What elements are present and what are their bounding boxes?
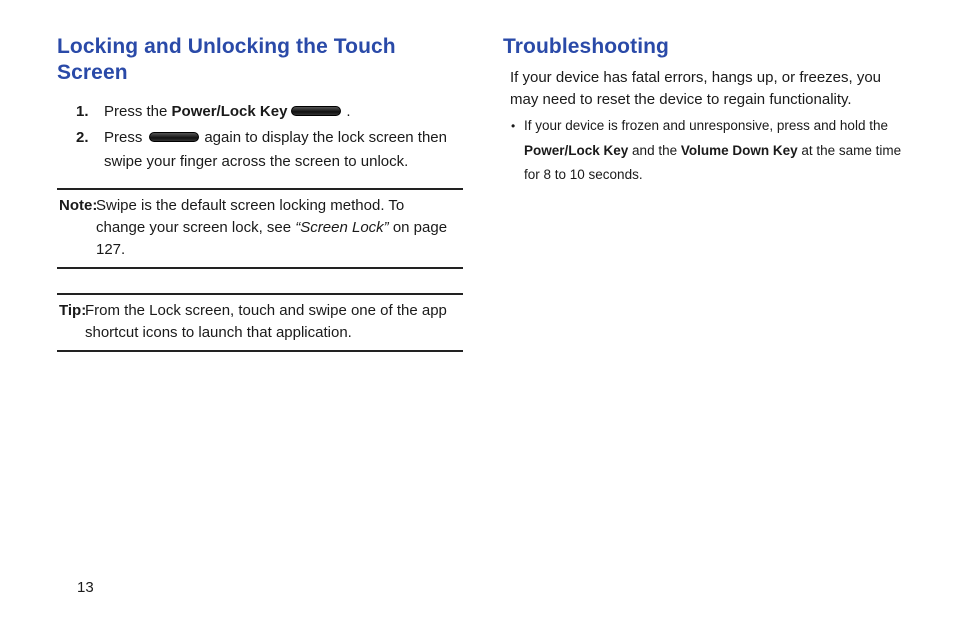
note-label: Note: [59,197,98,214]
note-box [57,188,463,269]
note-text: Swipe is the default screen locking method. To change your screen lock, see [96,197,405,236]
step-2 [57,126,463,174]
section-heading-locking: Locking and Unlocking the Touch Screen [57,35,396,84]
page-number: 13 [77,579,94,596]
bullet-text: If your device is frozen and unresponsive, press and hold the [524,118,888,133]
step-text: Press the [104,103,172,120]
step-text-end: . [346,103,351,120]
tip-box [57,293,463,352]
step-number: 2. [76,129,89,146]
tip-text: From the Lock screen, touch and swipe one of the app shortcut icons to launch that application. [85,302,447,341]
screen-lock-reference: “Screen Lock” [295,219,389,236]
step-number: 1. [76,103,89,120]
bullet-text-end: at the same time for 8 to 10 seconds. [524,142,902,182]
power-lock-key-label: Power/Lock Key [171,103,288,120]
power-lock-key-label: Power/Lock Key [524,142,629,158]
step-text: Press [104,129,143,146]
section-heading-troubleshooting: Troubleshooting [503,35,669,58]
list-item [503,114,913,188]
troubleshooting-intro: If your device has fatal errors, hangs up, or freezes, you may need to reset the device to regain functionality. [510,69,882,108]
tip-label: Tip: [59,302,87,319]
bullet-icon: • [511,119,516,133]
bullet-text-mid: and the [628,142,681,158]
volume-down-key-label: Volume Down Key [680,142,798,158]
left-column [57,34,463,352]
right-column [503,34,913,188]
note-page-ref: on page 127. [96,219,448,258]
step-1 [57,100,463,124]
steps-list [57,100,463,174]
power-lock-key-icon [291,106,341,116]
power-lock-key-icon [149,132,199,142]
step-text-end: again to display the lock screen then swipe your finger across the screen to unlock. [104,129,447,170]
